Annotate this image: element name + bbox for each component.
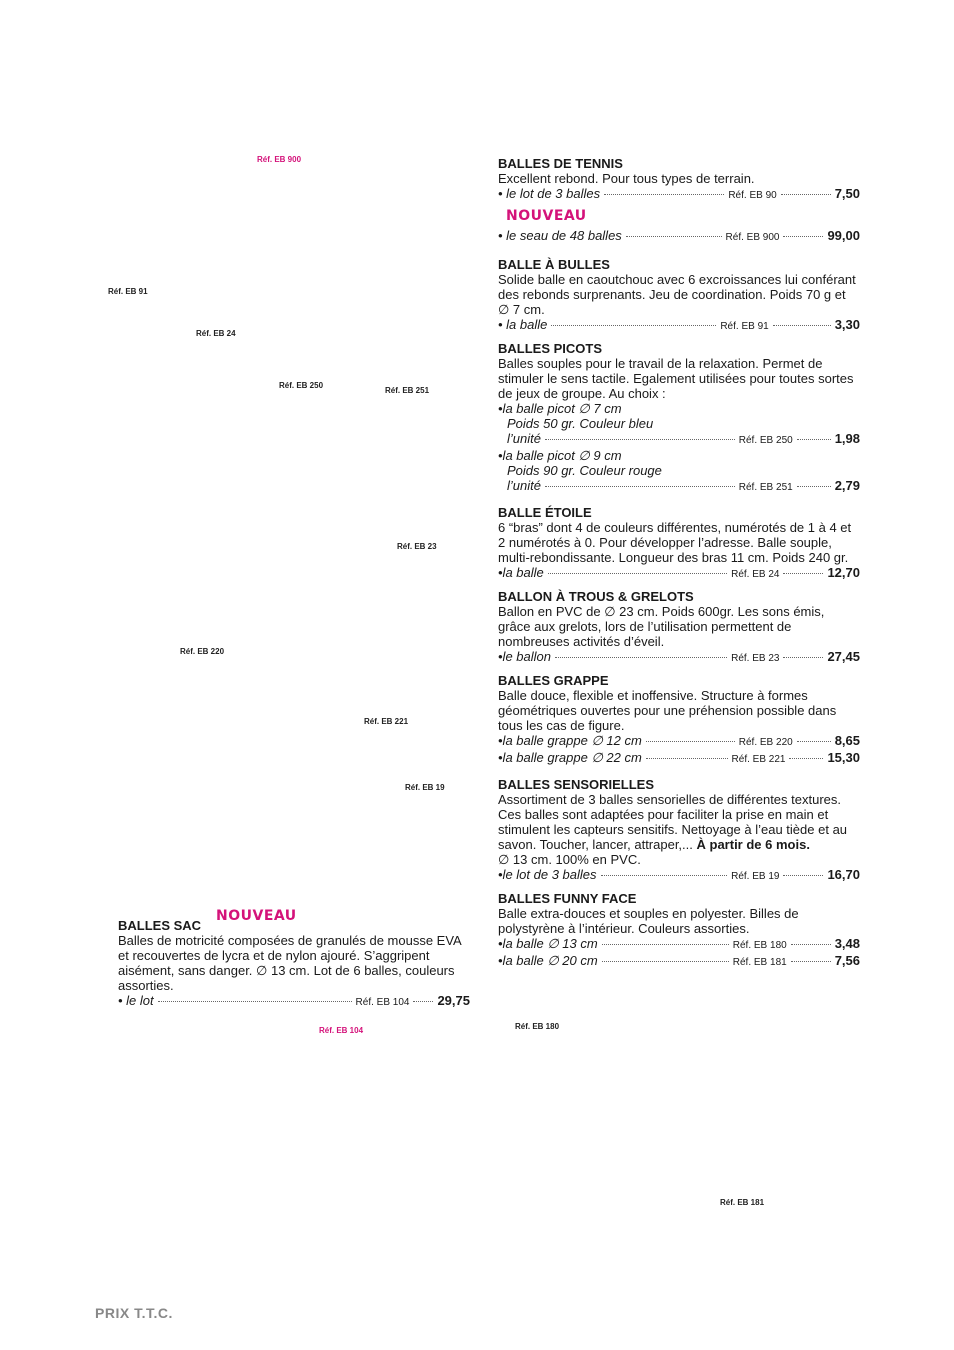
section-title: BALLES DE TENNIS — [498, 156, 623, 171]
dot-leader — [545, 486, 735, 487]
section-balles-de-tennis — [498, 156, 860, 245]
dot-leader — [791, 961, 831, 962]
image-ref-eb900: Réf. EB 900 — [257, 155, 302, 164]
item-label: l’unité — [507, 431, 541, 446]
price-row — [498, 478, 860, 495]
item-ref: Réf. EB 90 — [728, 190, 777, 201]
image-ref-eb24: Réf. EB 24 — [196, 329, 236, 338]
item-price: 15,30 — [827, 750, 860, 765]
item-label: •la balle grappe ∅ 12 cm — [498, 733, 642, 748]
image-ref-eb19: Réf. EB 19 — [405, 783, 445, 792]
dot-leader — [413, 1001, 433, 1002]
section-title: BALLE ÉTOILE — [498, 505, 592, 520]
section-title: BALLE À BULLES — [498, 257, 610, 272]
nouveau-badge-sac: NOUVEAU — [216, 908, 297, 924]
section-description: Balles de motricité composées de granulés de mousse EVA et recouvertes de lycra et de nylon ajouré. S’aggripent aisément, sans danger. ∅ 13 cm. Lot de 6 balles, couleurs assorties. — [118, 933, 461, 993]
dot-leader — [783, 573, 823, 574]
item-ref: Réf. EB 104 — [355, 997, 410, 1008]
item-label: • le seau de 48 balles — [498, 228, 622, 243]
image-ref-eb220: Réf. EB 220 — [180, 647, 225, 656]
item-price: 2,79 — [834, 478, 860, 493]
price-row — [498, 733, 860, 750]
image-ref-eb251: Réf. EB 251 — [385, 386, 430, 395]
item-ref: Réf. EB 19 — [731, 871, 780, 882]
section-description: Solide balle en caoutchouc avec 6 excroissances lui conférant des rebonds surprenants. Jeu de coordination. Poids 70 g et ∅ 7 cm. — [498, 272, 856, 317]
option-line: •la balle picot ∅ 9 cm — [498, 448, 622, 463]
item-label: • la balle — [498, 317, 548, 332]
image-ref-eb221: Réf. EB 221 — [364, 717, 409, 726]
dot-leader — [783, 657, 823, 658]
item-ref: Réf. EB 181 — [732, 957, 787, 968]
footer-prix-ttc: PRIX T.T.C. — [95, 1305, 173, 1321]
dot-leader — [604, 194, 724, 195]
item-ref: Réf. EB 250 — [738, 435, 793, 446]
section-description — [498, 792, 860, 852]
section-balles-picots — [498, 341, 860, 495]
item-ref: Réf. EB 24 — [731, 569, 780, 580]
item-label: •la balle — [498, 565, 544, 580]
section-ballon-a-trous — [498, 589, 860, 666]
dot-leader — [773, 325, 831, 326]
dot-leader — [555, 657, 727, 658]
section-description: 6 “bras” dont 4 de couleurs différentes, numérotés de 1 à 4 et 2 numérotés à 0. Pour développer l’adresse. Balle souple, multi-rebondissante. Longueur des bras 11 cm. Poids 240 gr. — [498, 520, 852, 565]
item-price: 1,98 — [834, 431, 860, 446]
item-label: •le lot de 3 balles — [498, 867, 597, 882]
product-list — [498, 156, 860, 977]
dot-leader — [646, 741, 735, 742]
section-title: BALLES GRAPPE — [498, 673, 609, 688]
section-description: Excellent rebond. Pour tous types de terrain. — [498, 171, 755, 186]
price-row — [118, 993, 470, 1010]
item-price: 8,65 — [834, 733, 860, 748]
item-price: 3,48 — [834, 936, 860, 951]
price-row — [498, 867, 860, 884]
section-title: BALLES SAC — [118, 918, 202, 933]
section-title: BALLES SENSORIELLES — [498, 777, 655, 792]
price-row — [498, 750, 860, 767]
section-description: Ballon en PVC de ∅ 23 cm. Poids 600gr. Les sons émis, grâce aux grelots, lors de l’utilisation permettent de nombreuses activités d’éveil. — [498, 604, 825, 649]
dot-leader — [791, 944, 831, 945]
dot-leader — [158, 1001, 352, 1002]
price-row — [498, 953, 860, 970]
item-price: 7,56 — [834, 953, 860, 968]
dot-leader — [646, 758, 728, 759]
price-row — [498, 186, 860, 203]
dot-leader — [601, 875, 728, 876]
section-balle-etoile — [498, 505, 860, 582]
dot-leader — [626, 236, 722, 237]
section-description: Balles souples pour le travail de la relaxation. Permet de stimuler le sens tactile. Egalement utilisées pour toutes sortes de jeux de groupe. Au choix : — [498, 356, 854, 401]
image-ref-eb23: Réf. EB 23 — [397, 542, 437, 551]
dot-leader — [602, 944, 729, 945]
item-price: 99,00 — [827, 228, 860, 243]
dot-leader — [783, 236, 823, 237]
dot-leader — [548, 573, 727, 574]
size-note: ∅ 13 cm. 100% en PVC. — [498, 852, 641, 867]
price-row — [498, 431, 860, 448]
item-label: •la balle grappe ∅ 22 cm — [498, 750, 642, 765]
item-ref: Réf. EB 220 — [738, 737, 793, 748]
section-description: Balle extra-douces et souples en polyester. Billes de polystyrène à l’intérieur. Couleurs assorties. — [498, 906, 799, 936]
image-ref-eb250: Réf. EB 250 — [279, 381, 324, 390]
dot-leader — [797, 741, 831, 742]
age-note: À partir de 6 mois. — [696, 837, 810, 852]
item-label: l’unité — [507, 478, 541, 493]
item-ref: Réf. EB 900 — [725, 232, 780, 243]
section-balles-funny-face — [498, 891, 860, 970]
section-title: BALLES FUNNY FACE — [498, 891, 637, 906]
item-ref: Réf. EB 91 — [720, 321, 769, 332]
item-price: 3,30 — [834, 317, 860, 332]
price-row — [498, 936, 860, 953]
dot-leader — [783, 875, 823, 876]
price-row — [498, 565, 860, 582]
description-text: Assortiment de 3 balles sensorielles de différentes textures. Ces balles sont adaptées pour faciliter la prise en main et stimulent les capteurs sensitifs. Nettoyage à l’eau tiède et au savon. Toucher, lancer, attraper,... — [498, 792, 848, 852]
item-label: •la balle ∅ 20 cm — [498, 953, 598, 968]
price-row — [498, 228, 860, 245]
item-price: 29,75 — [437, 993, 470, 1008]
section-balles-grappe — [498, 673, 860, 767]
item-price: 27,45 — [827, 649, 860, 664]
section-title: BALLON À TROUS & GRELOTS — [498, 589, 694, 604]
item-ref: Réf. EB 251 — [738, 482, 793, 493]
item-price: 7,50 — [834, 186, 860, 201]
section-description: Balle douce, flexible et inoffensive. Structure à formes géométriques ouvertes pour une préhension possible dans tous les cas de figure. — [498, 688, 837, 733]
item-price: 16,70 — [827, 867, 860, 882]
nouveau-badge: NOUVEAU — [506, 208, 587, 224]
option-detail: Poids 50 gr. Couleur bleu — [507, 416, 654, 431]
option-line: •la balle picot ∅ 7 cm — [498, 401, 622, 416]
image-ref-eb104: Réf. EB 104 — [319, 1026, 364, 1035]
item-label: •la balle ∅ 13 cm — [498, 936, 598, 951]
image-ref-eb180: Réf. EB 180 — [515, 1022, 560, 1031]
image-ref-eb91: Réf. EB 91 — [108, 287, 148, 296]
dot-leader — [551, 325, 716, 326]
item-price: 12,70 — [827, 565, 860, 580]
dot-leader — [781, 194, 831, 195]
item-ref: Réf. EB 180 — [732, 940, 787, 951]
section-balles-sac — [118, 918, 470, 1010]
section-balles-sensorielles — [498, 777, 860, 884]
section-title: BALLES PICOTS — [498, 341, 603, 356]
item-ref: Réf. EB 221 — [731, 754, 786, 765]
dot-leader — [797, 439, 831, 440]
section-balle-a-bulles — [498, 257, 860, 334]
dot-leader — [545, 439, 735, 440]
dot-leader — [602, 961, 729, 962]
price-row — [498, 649, 860, 666]
item-ref: Réf. EB 23 — [731, 653, 780, 664]
dot-leader — [797, 486, 831, 487]
dot-leader — [789, 758, 823, 759]
image-ref-eb181: Réf. EB 181 — [720, 1198, 765, 1207]
item-label: • le lot — [118, 993, 154, 1008]
option-detail: Poids 90 gr. Couleur rouge — [507, 463, 662, 478]
item-label: • le lot de 3 balles — [498, 186, 601, 201]
item-label: •le ballon — [498, 649, 551, 664]
price-row — [498, 317, 860, 334]
